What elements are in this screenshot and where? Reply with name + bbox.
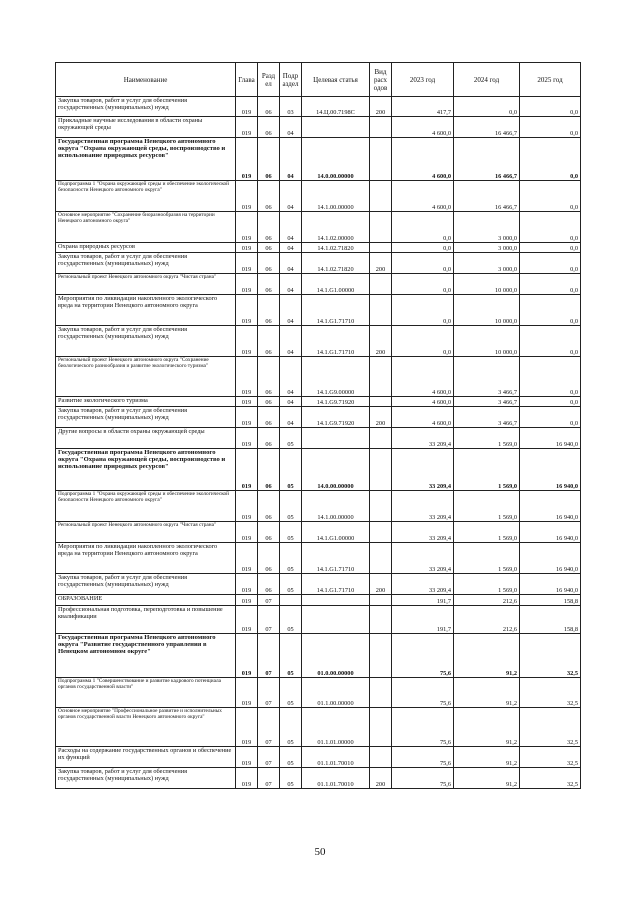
cell-2025: 16 940,0 [520, 574, 581, 595]
cell-razdel: 06 [258, 522, 280, 543]
cell-name: Региональный проект Ненецкого автономного округа "Сохранение биологического разнообразия и развитие экологического туризма" [56, 357, 236, 397]
cell-podrazdel: 05 [280, 634, 302, 678]
cell-expense-type [370, 138, 392, 181]
cell-2024: 16 466,7 [454, 117, 520, 138]
cell-name: Государственная программа Ненецкого автономного округа "Охрана окружающей среды, воспроизводство и использование природных ресурсов" [56, 138, 236, 181]
cell-2025: 158,8 [520, 595, 581, 606]
table-row [56, 181, 581, 212]
cell-target-article: 14.1.00.00000 [302, 181, 370, 212]
cell-razdel: 06 [258, 243, 280, 253]
cell-2024: 10 000,0 [454, 274, 520, 295]
cell-2025: 0,0 [520, 212, 581, 243]
cell-name: Другие вопросы в области охраны окружающей среды [56, 428, 236, 449]
cell-razdel: 07 [258, 606, 280, 634]
table-row [56, 357, 581, 397]
cell-expense-type: 200 [370, 253, 392, 274]
cell-2024: 0,0 [454, 97, 520, 117]
cell-2024: 1 569,0 [454, 522, 520, 543]
table-row [56, 634, 581, 678]
cell-expense-type [370, 522, 392, 543]
cell-name: Подпрограмма 1 "Совершенствование и развитие кадрового потенциала органов государственной власти" [56, 678, 236, 708]
cell-2024: 1 569,0 [454, 491, 520, 522]
cell-2025: 32,5 [520, 708, 581, 747]
table-row [56, 595, 581, 606]
cell-expense-type: 200 [370, 574, 392, 595]
cell-razdel: 07 [258, 634, 280, 678]
cell-2025: 158,8 [520, 606, 581, 634]
cell-razdel: 06 [258, 428, 280, 449]
cell-target-article: 14.1.G9.71920 [302, 397, 370, 407]
cell-glava: 019 [236, 274, 258, 295]
cell-name: Закупка товаров, работ и услуг для обеспечения государственных (муниципальных) нужд [56, 407, 236, 428]
cell-expense-type [370, 678, 392, 708]
cell-2024: 3 466,7 [454, 407, 520, 428]
cell-2023: 4 600,0 [392, 397, 454, 407]
cell-2024: 91,2 [454, 678, 520, 708]
cell-razdel: 06 [258, 407, 280, 428]
cell-target-article: 14.1.02.71820 [302, 243, 370, 253]
cell-2023: 33 209,4 [392, 574, 454, 595]
cell-2024: 91,2 [454, 747, 520, 768]
cell-2023: 0,0 [392, 253, 454, 274]
cell-podrazdel: 04 [280, 274, 302, 295]
cell-target-article: 14.1.G9.00000 [302, 357, 370, 397]
cell-2024: 212,6 [454, 606, 520, 634]
cell-name: Подпрограмма 1 "Охрана окружающей среды и обеспечение экологической безопасности Ненецкого автономного округа" [56, 491, 236, 522]
cell-podrazdel: 04 [280, 397, 302, 407]
table-row [56, 212, 581, 243]
table-row [56, 747, 581, 768]
header-razdel: Разд ел [258, 63, 280, 97]
cell-name: Мероприятия по ликвидации накопленного экологического вреда на территории Ненецкого автономного округа [56, 295, 236, 326]
cell-2025: 0,0 [520, 295, 581, 326]
cell-razdel: 06 [258, 212, 280, 243]
table-row [56, 97, 581, 117]
cell-podrazdel: 05 [280, 449, 302, 491]
cell-expense-type [370, 747, 392, 768]
page-number: 50 [314, 846, 326, 858]
cell-podrazdel: 04 [280, 243, 302, 253]
cell-2023: 0,0 [392, 212, 454, 243]
cell-2023: 0,0 [392, 295, 454, 326]
cell-razdel: 06 [258, 117, 280, 138]
cell-name: Профессиональная подготовка, переподготовка и повышение квалификации [56, 606, 236, 634]
cell-razdel: 06 [258, 138, 280, 181]
cell-2024: 3 466,7 [454, 357, 520, 397]
cell-target-article: 01.1.01.70010 [302, 747, 370, 768]
table-row [56, 708, 581, 747]
cell-name: Расходы на содержание государственных органов и обеспечение их функций [56, 747, 236, 768]
cell-target-article: 14.1.00.00000 [302, 491, 370, 522]
cell-2023: 191,7 [392, 606, 454, 634]
cell-2024: 3 466,7 [454, 397, 520, 407]
cell-expense-type: 200 [370, 326, 392, 357]
table-row [56, 768, 581, 789]
cell-target-article: 01.0.00.00000 [302, 634, 370, 678]
header-glava: Глава [236, 63, 258, 97]
cell-2025: 0,0 [520, 181, 581, 212]
cell-expense-type [370, 274, 392, 295]
cell-podrazdel: 04 [280, 295, 302, 326]
cell-2023: 75,6 [392, 747, 454, 768]
cell-razdel: 07 [258, 678, 280, 708]
table-row [56, 326, 581, 357]
cell-target-article: 01.1.01.00000 [302, 708, 370, 747]
cell-glava: 019 [236, 574, 258, 595]
cell-glava: 019 [236, 253, 258, 274]
cell-podrazdel: 04 [280, 181, 302, 212]
cell-name: Основное мероприятие "Сохранение биоразнообразия на территории Ненецкого автономного округа" [56, 212, 236, 243]
table-row [56, 397, 581, 407]
cell-glava: 019 [236, 357, 258, 397]
cell-2024: 91,2 [454, 708, 520, 747]
table-row [56, 117, 581, 138]
cell-2023: 0,0 [392, 243, 454, 253]
cell-podrazdel: 05 [280, 543, 302, 574]
cell-2025: 0,0 [520, 97, 581, 117]
cell-expense-type [370, 117, 392, 138]
cell-2025: 0,0 [520, 117, 581, 138]
cell-2023: 4 600,0 [392, 181, 454, 212]
header-2024: 2024 год [454, 63, 520, 97]
cell-2023: 4 600,0 [392, 138, 454, 181]
cell-podrazdel: 04 [280, 138, 302, 181]
cell-2024: 16 466,7 [454, 138, 520, 181]
cell-2025: 0,0 [520, 326, 581, 357]
header-expense-type: Вид расх одов [370, 63, 392, 97]
cell-razdel: 06 [258, 181, 280, 212]
cell-target-article: 14.0.00.00000 [302, 449, 370, 491]
cell-podrazdel: 04 [280, 357, 302, 397]
cell-2023: 4 600,0 [392, 407, 454, 428]
cell-podrazdel: 05 [280, 522, 302, 543]
table-row [56, 678, 581, 708]
cell-glava: 019 [236, 212, 258, 243]
cell-2025: 16 940,0 [520, 491, 581, 522]
cell-expense-type [370, 357, 392, 397]
cell-2025: 32,5 [520, 634, 581, 678]
cell-glava: 019 [236, 606, 258, 634]
cell-2024: 3 000,0 [454, 253, 520, 274]
cell-target-article: 14.1.G1.71710 [302, 543, 370, 574]
cell-2024: 10 000,0 [454, 295, 520, 326]
cell-2024: 1 569,0 [454, 428, 520, 449]
cell-2023: 33 209,4 [392, 543, 454, 574]
cell-2025: 32,5 [520, 678, 581, 708]
cell-target-article: 14.1.G9.71920 [302, 407, 370, 428]
table-row [56, 407, 581, 428]
cell-podrazdel: 03 [280, 97, 302, 117]
cell-2025: 0,0 [520, 138, 581, 181]
cell-2025: 0,0 [520, 274, 581, 295]
cell-razdel: 06 [258, 574, 280, 595]
cell-2025: 0,0 [520, 253, 581, 274]
table-row [56, 491, 581, 522]
cell-glava: 019 [236, 768, 258, 789]
cell-2023: 33 209,4 [392, 449, 454, 491]
cell-expense-type: 200 [370, 768, 392, 789]
cell-2024: 91,2 [454, 768, 520, 789]
cell-target-article [302, 606, 370, 634]
cell-2025: 32,5 [520, 768, 581, 789]
cell-glava: 019 [236, 97, 258, 117]
cell-target-article: 01.1.00.00000 [302, 678, 370, 708]
cell-2025: 16 940,0 [520, 449, 581, 491]
header-2023: 2023 год [392, 63, 454, 97]
table-row [56, 243, 581, 253]
cell-expense-type [370, 397, 392, 407]
cell-2023: 417,7 [392, 97, 454, 117]
cell-2024: 91,2 [454, 634, 520, 678]
cell-target-article: 14.1.G1.00000 [302, 522, 370, 543]
cell-podrazdel: 05 [280, 768, 302, 789]
cell-2024: 212,6 [454, 595, 520, 606]
cell-target-article: 01.1.01.70010 [302, 768, 370, 789]
cell-target-article: 14.1.G1.71710 [302, 295, 370, 326]
cell-glava: 019 [236, 295, 258, 326]
cell-name: Охрана природных ресурсов [56, 243, 236, 253]
cell-2025: 0,0 [520, 407, 581, 428]
cell-2025: 16 940,0 [520, 543, 581, 574]
table-row [56, 138, 581, 181]
cell-expense-type [370, 543, 392, 574]
cell-expense-type [370, 212, 392, 243]
cell-razdel: 06 [258, 97, 280, 117]
cell-glava: 019 [236, 522, 258, 543]
cell-razdel: 06 [258, 397, 280, 407]
cell-name: Государственная программа Ненецкого автономного округа "Развитие государственного управления в Ненецком автономном округе" [56, 634, 236, 678]
cell-2023: 4 600,0 [392, 117, 454, 138]
cell-name: Развитие экологического туризма [56, 397, 236, 407]
cell-target-article [302, 595, 370, 606]
cell-razdel: 06 [258, 357, 280, 397]
cell-expense-type [370, 595, 392, 606]
cell-name: Региональный проект Ненецкого автономного округа "Чистая страна" [56, 522, 236, 543]
cell-podrazdel: 04 [280, 212, 302, 243]
cell-podrazdel: 05 [280, 574, 302, 595]
table-row [56, 543, 581, 574]
cell-razdel: 06 [258, 491, 280, 522]
cell-2023: 33 209,4 [392, 491, 454, 522]
header-2025: 2025 год [520, 63, 581, 97]
cell-name: Подпрограмма 1 "Охрана окружающей среды и обеспечение экологической безопасности Ненецкого автономного округа" [56, 181, 236, 212]
cell-podrazdel: 05 [280, 678, 302, 708]
cell-2025: 16 940,0 [520, 428, 581, 449]
cell-podrazdel: 04 [280, 407, 302, 428]
cell-glava: 019 [236, 491, 258, 522]
cell-glava: 019 [236, 634, 258, 678]
cell-podrazdel [280, 595, 302, 606]
cell-razdel: 07 [258, 595, 280, 606]
cell-2024: 1 569,0 [454, 574, 520, 595]
table-row [56, 428, 581, 449]
cell-target-article: 14.1.G1.00000 [302, 274, 370, 295]
cell-2023: 191,7 [392, 595, 454, 606]
cell-razdel: 06 [258, 295, 280, 326]
cell-2023: 0,0 [392, 326, 454, 357]
cell-expense-type: 200 [370, 97, 392, 117]
cell-name: Региональный проект Ненецкого автономного округа "Чистая страна" [56, 274, 236, 295]
table-row [56, 574, 581, 595]
cell-razdel: 07 [258, 768, 280, 789]
cell-glava: 019 [236, 181, 258, 212]
cell-2023: 4 600,0 [392, 357, 454, 397]
cell-2023: 33 209,4 [392, 522, 454, 543]
cell-glava: 019 [236, 747, 258, 768]
table-body [56, 97, 581, 789]
cell-name: ОБРАЗОВАНИЕ [56, 595, 236, 606]
cell-2025: 0,0 [520, 397, 581, 407]
cell-target-article: 14.1.G1.71710 [302, 326, 370, 357]
cell-podrazdel: 05 [280, 708, 302, 747]
budget-table [55, 62, 581, 789]
table-row [56, 522, 581, 543]
cell-name: Прикладные научные исследования в области охраны окружающей среды [56, 117, 236, 138]
table-row [56, 606, 581, 634]
cell-2025: 0,0 [520, 357, 581, 397]
cell-glava: 019 [236, 543, 258, 574]
cell-name: Закупка товаров, работ и услуг для обеспечения государственных (муниципальных) нужд [56, 97, 236, 117]
cell-name: Закупка товаров, работ и услуг для обеспечения государственных (муниципальных) нужд [56, 326, 236, 357]
cell-podrazdel: 04 [280, 326, 302, 357]
cell-glava: 019 [236, 397, 258, 407]
cell-razdel: 07 [258, 747, 280, 768]
cell-razdel: 06 [258, 253, 280, 274]
cell-2023: 75,6 [392, 708, 454, 747]
cell-razdel: 06 [258, 274, 280, 295]
cell-razdel: 06 [258, 543, 280, 574]
cell-target-article: 14.1.02.71820 [302, 253, 370, 274]
cell-target-article: 14.1.02.00000 [302, 212, 370, 243]
cell-glava: 019 [236, 678, 258, 708]
table-row [56, 295, 581, 326]
cell-razdel: 07 [258, 708, 280, 747]
cell-expense-type [370, 295, 392, 326]
cell-glava: 019 [236, 449, 258, 491]
cell-glava: 019 [236, 595, 258, 606]
cell-name: Государственная программа Ненецкого автономного округа "Охрана окружающей среды, воспроизводство и использование природных ресурсов" [56, 449, 236, 491]
cell-target-article: 14.1.G1.71710 [302, 574, 370, 595]
header-row [56, 63, 581, 97]
cell-2023: 0,0 [392, 274, 454, 295]
cell-2024: 16 466,7 [454, 181, 520, 212]
cell-glava: 019 [236, 117, 258, 138]
cell-podrazdel: 05 [280, 747, 302, 768]
cell-2024: 1 569,0 [454, 543, 520, 574]
cell-name: Мероприятия по ликвидации накопленного экологического вреда на территории Ненецкого автономного округа [56, 543, 236, 574]
cell-glava: 019 [236, 138, 258, 181]
cell-target-article: 14.0.00.00000 [302, 138, 370, 181]
cell-expense-type [370, 606, 392, 634]
cell-target-article: 14.Ц.00.7198С [302, 97, 370, 117]
header-name: Наименование [56, 63, 236, 97]
cell-name: Закупка товаров, работ и услуг для обеспечения государственных (муниципальных) нужд [56, 768, 236, 789]
table-row [56, 253, 581, 274]
cell-expense-type [370, 449, 392, 491]
cell-glava: 019 [236, 708, 258, 747]
cell-2023: 75,6 [392, 678, 454, 708]
cell-razdel: 06 [258, 326, 280, 357]
cell-2024: 10 000,0 [454, 326, 520, 357]
cell-expense-type [370, 708, 392, 747]
cell-2024: 1 569,0 [454, 449, 520, 491]
header-target-article: Целевая статья [302, 63, 370, 97]
cell-2023: 33 209,4 [392, 428, 454, 449]
cell-expense-type [370, 243, 392, 253]
cell-expense-type: 200 [370, 407, 392, 428]
cell-expense-type [370, 181, 392, 212]
cell-2025: 16 940,0 [520, 522, 581, 543]
cell-expense-type [370, 428, 392, 449]
cell-glava: 019 [236, 407, 258, 428]
cell-2024: 3 000,0 [454, 212, 520, 243]
cell-glava: 019 [236, 326, 258, 357]
cell-glava: 019 [236, 428, 258, 449]
cell-razdel: 06 [258, 449, 280, 491]
cell-2024: 3 000,0 [454, 243, 520, 253]
cell-expense-type [370, 634, 392, 678]
table-row [56, 449, 581, 491]
cell-podrazdel: 05 [280, 491, 302, 522]
cell-podrazdel: 05 [280, 428, 302, 449]
cell-2023: 75,6 [392, 768, 454, 789]
cell-name: Закупка товаров, работ и услуг для обеспечения государственных (муниципальных) нужд [56, 574, 236, 595]
cell-2025: 32,5 [520, 747, 581, 768]
cell-podrazdel: 04 [280, 117, 302, 138]
cell-podrazdel: 04 [280, 253, 302, 274]
cell-2023: 75,6 [392, 634, 454, 678]
cell-glava: 019 [236, 243, 258, 253]
header-podrazdel: Подр аздел [280, 63, 302, 97]
cell-target-article [302, 428, 370, 449]
cell-podrazdel: 05 [280, 606, 302, 634]
cell-name: Основное мероприятие "Профессиональное развитие и исполнительных органов государственной власти Ненецкого автономного округа" [56, 708, 236, 747]
cell-name: Закупка товаров, работ и услуг для обеспечения государственных (муниципальных) нужд [56, 253, 236, 274]
cell-2025: 0,0 [520, 243, 581, 253]
cell-target-article [302, 117, 370, 138]
table-row [56, 274, 581, 295]
cell-expense-type [370, 491, 392, 522]
